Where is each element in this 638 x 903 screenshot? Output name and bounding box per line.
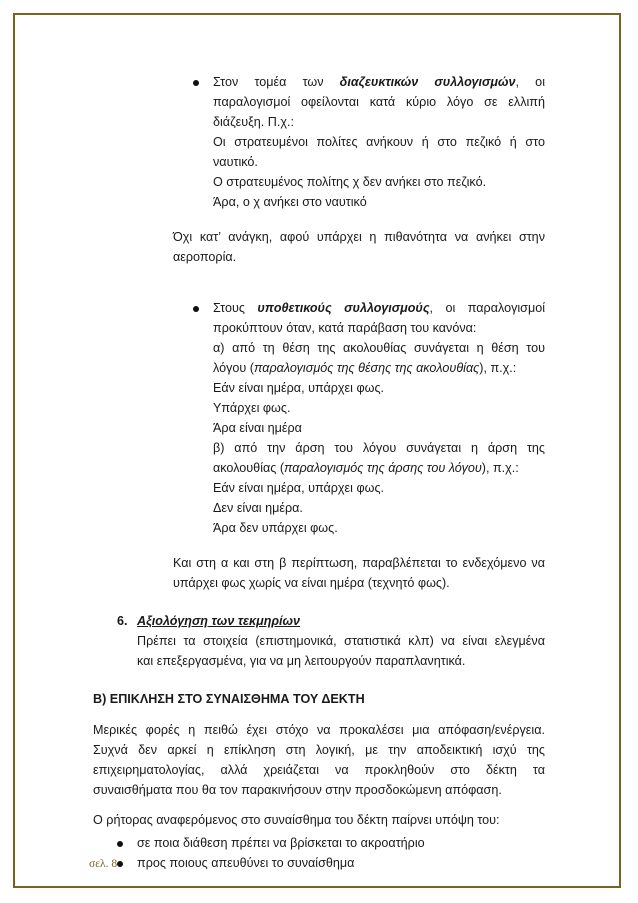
hypothetical-line-10: Εάν είναι ημέρα, υπάρχει φως. <box>213 481 385 495</box>
term-disjunctive: διαζευκτικών συλλογισμών <box>339 75 516 89</box>
bullet-hypothetical <box>193 306 199 312</box>
section-b-bullet-2: προς ποιους απευθύνει το συναίσθημα <box>137 856 355 870</box>
section-b-para-line-4: συναισθήματα που θα τον παρακινήσουν στην προσδοκώμενη απόφαση. <box>93 783 502 797</box>
bullet-b-2 <box>117 861 123 867</box>
disjunctive-line-3: διάζευξη. Π.χ.: <box>213 115 294 129</box>
hypothetical-line-11: Δεν είναι ημέρα. <box>213 501 303 515</box>
item6-title: Αξιολόγηση των τεκμηρίων <box>137 614 301 628</box>
hypothetical-line-5: Εάν είναι ημέρα, υπάρχει φως. <box>213 381 385 395</box>
section-b-bullet-1: σε ποια διάθεση πρέπει να βρίσκεται το ακροατήριο <box>137 836 425 850</box>
hypothetical-line-12: Άρα δεν υπάρχει φως. <box>213 521 338 535</box>
disjunctive-intro: Στον τομέα των διαζευκτικών συλλογισμών, οι <box>213 75 545 89</box>
hypothetical-line-7: Άρα είναι ημέρα <box>213 421 302 435</box>
page-number: σελ. 8 <box>89 858 118 870</box>
item6-number: 6. <box>117 614 128 628</box>
hypothetical-line-4: λόγου (παραλογισμός της θέσης της ακολουθίας), π.χ.: <box>213 361 517 375</box>
section-b-para-line-3: επιχειρηματολογίας, αλλά χρειάζεται να προκληθούν στο δέκτη τα <box>93 763 545 777</box>
disjunctive-line-6: Ο στρατευμένος πολίτης χ δεν ανήκει στο πεζικό. <box>213 175 487 189</box>
hypothetical-line-6: Υπάρχει φως. <box>213 401 291 415</box>
section-b-para-line-5: Ο ρήτορας αναφερόμενος στο συναίσθημα του δέκτη παίρνει υπόψη του: <box>93 813 500 827</box>
term-hypothetical: υποθετικούς συλλογισμούς <box>257 301 430 315</box>
hypothetical-line-3: α) από τη θέση της ακολουθίας συνάγεται η θέση του <box>213 341 545 355</box>
item6-line-1: Πρέπει τα στοιχεία (επιστημονικά, στατιστικά κλπ) να είναι ελεγμένα <box>137 634 545 648</box>
item6-line-2: και επεξεργασμένα, για να μη λειτουργούν παραπλανητικά. <box>137 654 466 668</box>
note1-line-1: Όχι κατ’ ανάγκη, αφού υπάρχει η πιθανότητα να ανήκει στην <box>173 230 545 244</box>
section-b-para-line-1: Μερικές φορές η πειθώ έχει στόχο να προκαλέσει μια απόφαση/ενέργεια. <box>93 723 545 737</box>
disjunctive-line-4: Οι στρατευμένοι πολίτες ανήκουν ή στο πεζικό ή στο <box>213 135 545 149</box>
section-b-para-line-2: Συχνά δεν αρκεί η επίκληση στη λογική, με την αποδεικτική ισχύ της <box>93 743 545 757</box>
hypothetical-line-2: προκύπτουν όταν, κατά παράβαση του κανόνα: <box>213 321 477 335</box>
note1-line-2: αεροπορία. <box>173 250 237 264</box>
disjunctive-line-2: παραλογισμοί οφείλονται κατά κύριο λόγο σε ελλιπή <box>213 95 545 109</box>
disjunctive-line-5: ναυτικό. <box>213 155 258 169</box>
disjunctive-line-7: Άρα, ο χ ανήκει στο ναυτικό <box>213 195 367 209</box>
section-b-heading: Β) ΕΠΙΚΛΗΣΗ ΣΤΟ ΣΥΝΑΙΣΘΗΜΑ ΤΟΥ ΔΕΚΤΗ <box>93 692 365 706</box>
bullet-b-1 <box>117 841 123 847</box>
hypothetical-line-8: β) από την άρση του λόγου συνάγεται η άρση της <box>213 441 545 455</box>
bullet-disjunctive <box>193 80 199 86</box>
hypothetical-line-9: ακολουθίας (παραλογισμός της άρσης του λόγου), π.χ.: <box>213 461 519 475</box>
hypothetical-intro: Στους υποθετικούς συλλογισμούς, οι παραλογισμοί <box>213 301 546 315</box>
note2-line-1: Και στη α και στη β περίπτωση, παραβλέπεται το ενδεχόμενο να <box>173 556 545 570</box>
note2-line-2: υπάρχει φως χωρίς να είναι ημέρα (τεχνητό φως). <box>173 576 450 590</box>
